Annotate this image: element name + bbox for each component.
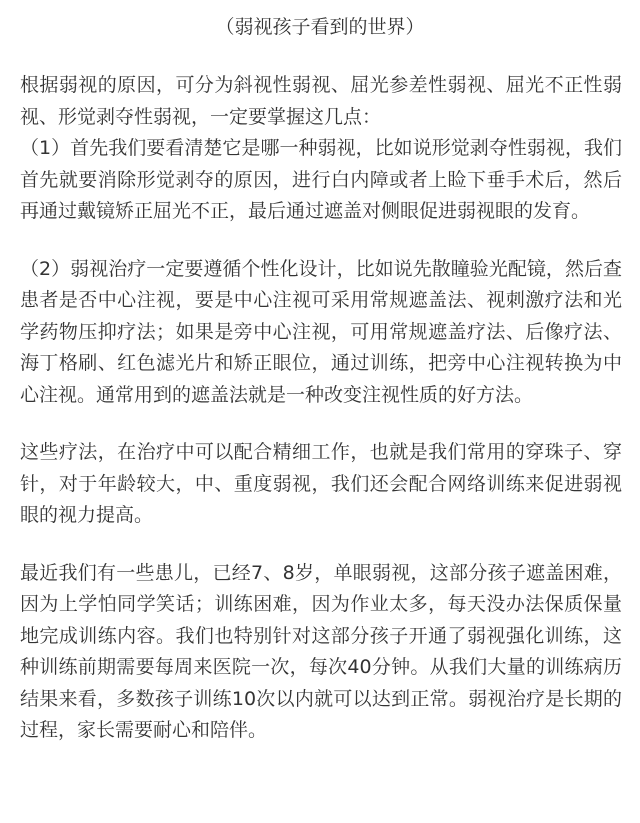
therapy-paragraph: 这些疗法，在治疗中可以配合精细工作，也就是我们常用的穿珠子、穿针，对于年龄较大，中、重度弱视，我们还会配合网络训练来促进弱视眼的视力提高。	[20, 441, 622, 526]
point-two-paragraph: （2）弱视治疗一定要遵循个性化设计，比如说先散瞳验光配镜，然后查患者是否中心注视，要是中心注视可采用常规遮盖法、视刺激疗法和光学药物压抑疗法；如果是旁中心注视，可用常规遮盖疗法、后像疗法、海丁格刷、红色滤光片和矫正眼位，通过训练，把旁中心注视转换为中心注视。通常用到的遮盖法就是一种改变注视性质的好方法。	[20, 257, 622, 406]
intro-paragraph: 根据弱视的原因，可分为斜视性弱视、屈光参差性弱视、屈光不正性弱视、形觉剥夺性弱视，一定要掌握这几点：	[20, 74, 622, 128]
article-body	[20, 70, 622, 747]
recent-cases-paragraph: 最近我们有一些患儿，已经7、8岁，单眼弱视，这部分孩子遮盖困难，因为上学怕同学笑话；训练困难，因为作业太多，每天没办法保质保量地完成训练内容。我们也特别针对这部分孩子开通了弱视强化训练，这种训练前期需要每周来医院一次，每次40分钟。从我们大量的训练病历结果来看，多数孩子训练10次以内就可以达到正常。弱视治疗是长期的过程，家长需要耐心和陪伴。	[20, 561, 622, 741]
point-one-paragraph: （1）首先我们要看清楚它是哪一种弱视，比如说形觉剥夺性弱视，我们首先就要消除形觉剥夺的原因，进行白内障或者上睑下垂手术后，然后再通过戴镜矫正屈光不正，最后通过遮盖对侧眼促进弱视眼的发育。	[20, 137, 622, 222]
image-caption: （弱视孩子看到的世界）	[215, 16, 425, 38]
